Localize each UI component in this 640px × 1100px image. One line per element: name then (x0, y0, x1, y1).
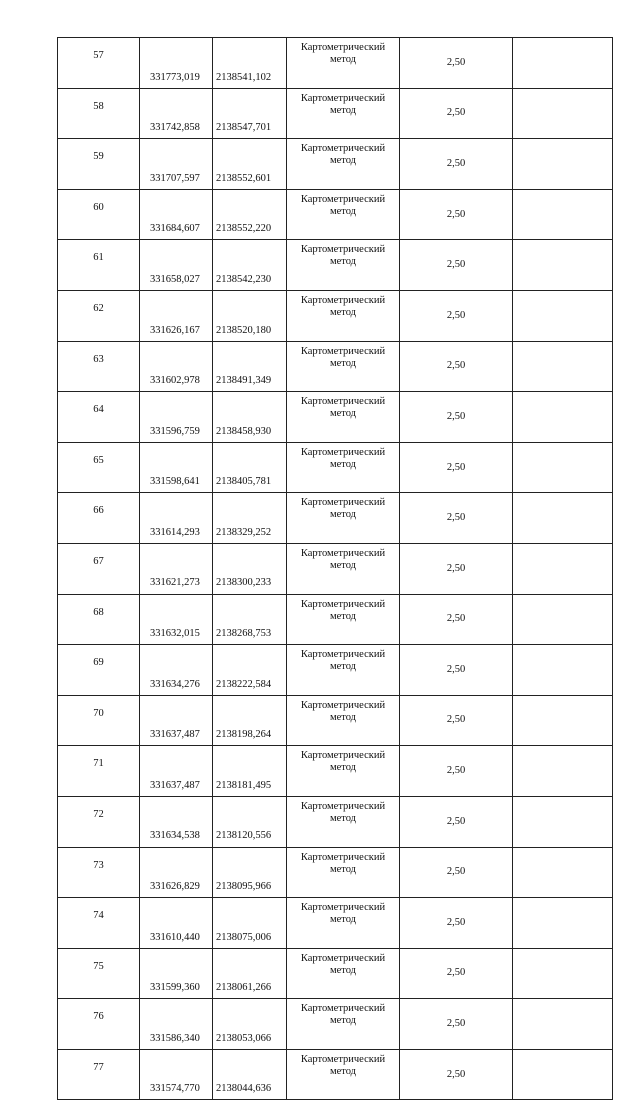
coordinate-x: 331634,538 (140, 796, 213, 847)
point-number: 63 (58, 341, 140, 392)
method-line1: Картометрический (300, 1053, 386, 1065)
coordinate-y: 2138053,066 (213, 999, 287, 1050)
coordinate-x: 331658,027 (140, 240, 213, 291)
point-number: 71 (58, 746, 140, 797)
point-number: 62 (58, 290, 140, 341)
coordinate-x: 331626,829 (140, 847, 213, 898)
point-number: 67 (58, 543, 140, 594)
accuracy-value: 2,50 (400, 38, 513, 89)
table-row (58, 847, 613, 898)
table-row (58, 1049, 613, 1100)
method-cell (287, 1049, 400, 1100)
coordinate-y: 2138075,006 (213, 898, 287, 949)
method-cell (287, 341, 400, 392)
empty-cell (513, 392, 613, 443)
accuracy-value: 2,50 (400, 645, 513, 696)
point-number: 57 (58, 38, 140, 89)
empty-cell (513, 847, 613, 898)
table-row (58, 88, 613, 139)
empty-cell (513, 594, 613, 645)
method-cell (287, 695, 400, 746)
coordinate-x: 331614,293 (140, 493, 213, 544)
empty-cell (513, 139, 613, 190)
method-line1: Картометрический (300, 497, 386, 509)
coordinate-x: 331626,167 (140, 290, 213, 341)
coordinate-x: 331742,858 (140, 88, 213, 139)
coordinate-x: 331707,597 (140, 139, 213, 190)
empty-cell (513, 796, 613, 847)
method-line2: метод (329, 661, 357, 673)
accuracy-value: 2,50 (400, 543, 513, 594)
coordinate-y: 2138061,266 (213, 948, 287, 999)
method-cell (287, 290, 400, 341)
method-line1: Картометрический (300, 345, 386, 357)
method-line1: Картометрический (300, 143, 386, 155)
method-line2: метод (329, 357, 357, 369)
point-number: 65 (58, 442, 140, 493)
method-cell (287, 493, 400, 544)
method-cell (287, 88, 400, 139)
point-number: 75 (58, 948, 140, 999)
method-line2: метод (329, 205, 357, 217)
accuracy-value: 2,50 (400, 442, 513, 493)
table-row (58, 442, 613, 493)
accuracy-value: 2,50 (400, 847, 513, 898)
accuracy-value: 2,50 (400, 1049, 513, 1100)
method-cell (287, 594, 400, 645)
accuracy-value: 2,50 (400, 999, 513, 1050)
accuracy-value: 2,50 (400, 898, 513, 949)
method-cell (287, 392, 400, 443)
method-cell (287, 645, 400, 696)
empty-cell (513, 88, 613, 139)
coordinate-y: 2138547,701 (213, 88, 287, 139)
method-line2: метод (329, 560, 357, 571)
method-cell (287, 189, 400, 240)
table-row (58, 594, 613, 645)
coordinate-x: 331637,487 (140, 746, 213, 797)
method-line1: Картометрический (300, 699, 386, 711)
table-row (58, 189, 613, 240)
empty-cell (513, 341, 613, 392)
method-cell (287, 847, 400, 898)
empty-cell (513, 290, 613, 341)
coordinate-y: 2138198,264 (213, 695, 287, 746)
table-row (58, 240, 613, 291)
empty-cell (513, 645, 613, 696)
coordinate-y: 2138222,584 (213, 645, 287, 696)
method-line1: Картометрический (300, 598, 386, 610)
method-line1: Картометрический (300, 547, 386, 559)
method-line1: Картометрический (300, 851, 386, 863)
method-cell (287, 38, 400, 89)
method-cell (287, 796, 400, 847)
table-row (58, 38, 613, 89)
coordinate-y: 2138181,495 (213, 746, 287, 797)
method-line2: метод (329, 104, 357, 116)
coordinate-x: 331586,340 (140, 999, 213, 1050)
coordinate-y: 2138520,180 (213, 290, 287, 341)
method-line2: метод (329, 914, 357, 926)
method-cell (287, 139, 400, 190)
table-row (58, 796, 613, 847)
method-cell (287, 999, 400, 1050)
point-number: 77 (58, 1049, 140, 1100)
table-row (58, 493, 613, 544)
coordinate-y: 2138552,601 (213, 139, 287, 190)
method-cell (287, 898, 400, 949)
table-row (58, 999, 613, 1050)
method-cell (287, 442, 400, 493)
coordinate-x: 331637,487 (140, 695, 213, 746)
accuracy-value: 2,50 (400, 240, 513, 291)
point-number: 60 (58, 189, 140, 240)
empty-cell (513, 442, 613, 493)
point-number: 70 (58, 695, 140, 746)
accuracy-value: 2,50 (400, 139, 513, 190)
point-number: 58 (58, 88, 140, 139)
accuracy-value: 2,50 (400, 189, 513, 240)
accuracy-value: 2,50 (400, 695, 513, 746)
table-row (58, 543, 613, 594)
method-cell (287, 543, 400, 594)
table-row (58, 645, 613, 696)
method-line1: Картометрический (300, 649, 386, 661)
point-number: 64 (58, 392, 140, 443)
coordinate-x: 331610,440 (140, 898, 213, 949)
method-line2: метод (329, 408, 357, 420)
method-line2: метод (329, 812, 357, 824)
coordinate-x: 331684,607 (140, 189, 213, 240)
coordinate-x: 331602,978 (140, 341, 213, 392)
coordinate-y: 2138268,753 (213, 594, 287, 645)
accuracy-value: 2,50 (400, 594, 513, 645)
method-line2: метод (329, 307, 357, 319)
method-line1: Картометрический (300, 902, 386, 914)
table-row (58, 139, 613, 190)
coordinate-x: 331599,360 (140, 948, 213, 999)
accuracy-value: 2,50 (400, 392, 513, 443)
table-row (58, 341, 613, 392)
accuracy-value: 2,50 (400, 796, 513, 847)
point-number: 72 (58, 796, 140, 847)
point-number: 73 (58, 847, 140, 898)
empty-cell (513, 493, 613, 544)
method-line2: метод (329, 1015, 357, 1027)
method-line2: метод (329, 762, 357, 774)
method-line1: Картометрический (300, 446, 386, 458)
method-line2: метод (329, 256, 357, 268)
method-line2: метод (329, 863, 357, 875)
method-line1: Картометрический (300, 92, 386, 104)
accuracy-value: 2,50 (400, 290, 513, 341)
method-line2: метод (329, 509, 357, 521)
empty-cell (513, 948, 613, 999)
coordinate-x: 331574,770 (140, 1049, 213, 1100)
method-line2: метод (329, 155, 357, 167)
method-line1: Картометрический (300, 396, 386, 408)
coordinates-table-body (58, 38, 613, 1100)
method-line1: Картометрический (300, 193, 386, 205)
method-cell (287, 948, 400, 999)
coordinate-x: 331621,273 (140, 543, 213, 594)
coordinate-x: 331632,015 (140, 594, 213, 645)
coordinate-y: 2138095,966 (213, 847, 287, 898)
empty-cell (513, 746, 613, 797)
point-number: 61 (58, 240, 140, 291)
coordinate-y: 2138541,102 (213, 38, 287, 89)
method-line1: Картометрический (300, 42, 386, 53)
method-line2: метод (329, 458, 357, 470)
method-cell (287, 746, 400, 797)
method-cell (287, 240, 400, 291)
coordinate-y: 2138491,349 (213, 341, 287, 392)
coordinate-x: 331773,019 (140, 38, 213, 89)
coordinates-table (57, 37, 613, 1100)
coordinate-y: 2138458,930 (213, 392, 287, 443)
table-row (58, 898, 613, 949)
method-line1: Картометрический (300, 800, 386, 812)
empty-cell (513, 543, 613, 594)
method-line1: Картометрический (300, 750, 386, 762)
empty-cell (513, 189, 613, 240)
coordinate-y: 2138542,230 (213, 240, 287, 291)
method-line1: Картометрический (300, 244, 386, 256)
coordinate-y: 2138329,252 (213, 493, 287, 544)
empty-cell (513, 999, 613, 1050)
point-number: 76 (58, 999, 140, 1050)
method-line2: метод (329, 1065, 357, 1077)
method-line1: Картометрический (300, 1003, 386, 1015)
point-number: 74 (58, 898, 140, 949)
point-number: 66 (58, 493, 140, 544)
coordinate-y: 2138120,556 (213, 796, 287, 847)
method-line2: метод (329, 54, 357, 66)
table-row (58, 392, 613, 443)
point-number: 59 (58, 139, 140, 190)
coordinate-x: 331596,759 (140, 392, 213, 443)
empty-cell (513, 1049, 613, 1100)
table-row (58, 746, 613, 797)
method-line1: Картометрический (300, 294, 386, 306)
method-line2: метод (329, 964, 357, 976)
empty-cell (513, 240, 613, 291)
method-line2: метод (329, 711, 357, 723)
coordinate-y: 2138300,233 (213, 543, 287, 594)
method-line2: метод (329, 610, 357, 622)
coordinate-x: 331634,276 (140, 645, 213, 696)
point-number: 69 (58, 645, 140, 696)
table-row (58, 695, 613, 746)
table-row (58, 948, 613, 999)
coordinate-y: 2138552,220 (213, 189, 287, 240)
empty-cell (513, 898, 613, 949)
coordinate-x: 331598,641 (140, 442, 213, 493)
empty-cell (513, 695, 613, 746)
accuracy-value: 2,50 (400, 493, 513, 544)
coordinate-y: 2138044,636 (213, 1049, 287, 1100)
point-number: 68 (58, 594, 140, 645)
empty-cell (513, 38, 613, 89)
accuracy-value: 2,50 (400, 948, 513, 999)
table-row (58, 290, 613, 341)
coordinate-y: 2138405,781 (213, 442, 287, 493)
accuracy-value: 2,50 (400, 746, 513, 797)
accuracy-value: 2,50 (400, 341, 513, 392)
method-line1: Картометрический (300, 952, 386, 964)
accuracy-value: 2,50 (400, 88, 513, 139)
